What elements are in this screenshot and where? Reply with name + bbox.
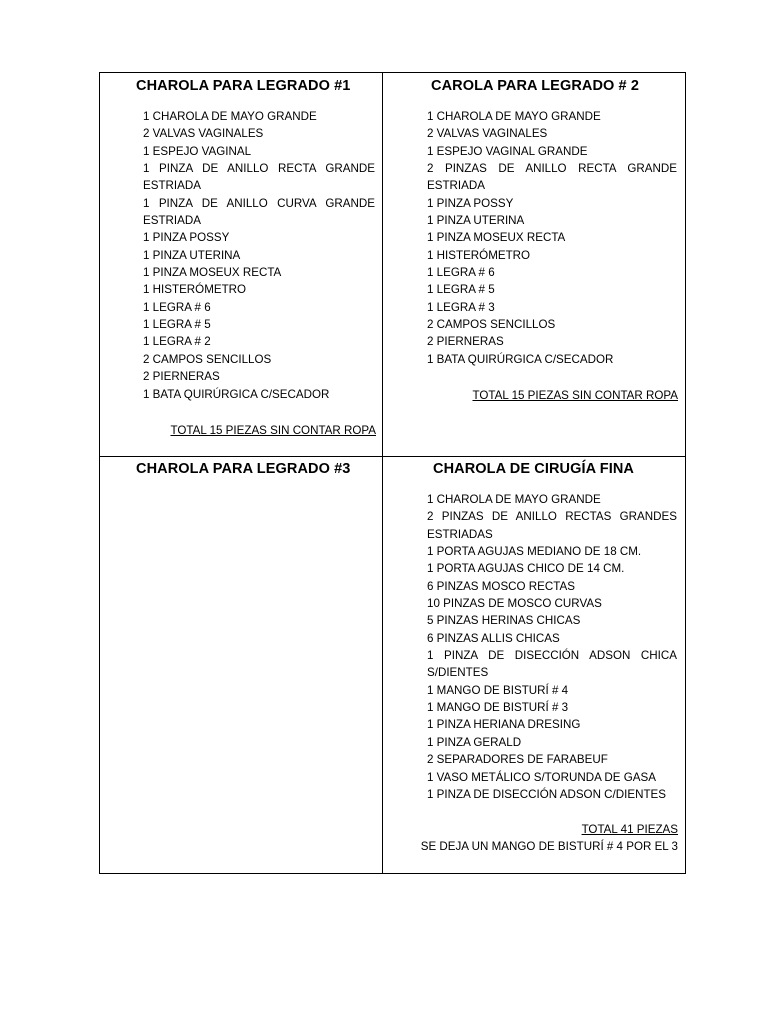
list-item: 1 PINZA MOSEUX RECTA <box>143 266 282 280</box>
list-item: 1 BATA QUIRÚRGICA C/SECADOR <box>427 352 614 366</box>
total-line: TOTAL 15 PIEZAS SIN CONTAR ROPA <box>170 424 376 437</box>
list-item: 1 PINZA UTERINA <box>143 248 241 262</box>
note-line: SE DEJA UN MANGO DE BISTURÍ # 4 POR EL 3 <box>420 840 678 853</box>
list-item: 1 MANGO DE BISTURÍ # 4 <box>427 683 569 697</box>
item-list <box>427 108 677 368</box>
list-item: 2 SEPARADORES DE FARABEUF <box>427 753 608 767</box>
list-item: 2 PIERNERAS <box>143 370 220 384</box>
list-item: 1 VASO METÁLICO S/TORUNDA DE GASA <box>427 770 656 784</box>
list-item: 2 CAMPOS SENCILLOS <box>143 352 272 366</box>
cell-legrado-2 <box>383 73 685 456</box>
list-item: 1 HISTERÓMETRO <box>143 283 247 297</box>
list-item: 1 CHAROLA DE MAYO GRANDE <box>427 110 601 123</box>
list-item: 1 PINZA MOSEUX RECTA <box>427 231 566 245</box>
cell-title: CHAROLA DE CIRUGÍA FINA <box>433 461 634 477</box>
list-item: 1 CHAROLA DE MAYO GRANDE <box>143 110 317 123</box>
list-item: 1 PORTA AGUJAS CHICO DE 14 CM. <box>427 562 625 576</box>
list-item: 1 MANGO DE BISTURÍ # 3 <box>427 701 569 715</box>
list-item: 6 PINZAS MOSCO RECTAS <box>427 579 575 593</box>
list-item: 1 PINZA DE DISECCIÓN ADSON CHICA S/DIENTES <box>427 649 677 680</box>
cell-legrado-1 <box>100 73 382 456</box>
list-item: 1 CHAROLA DE MAYO GRANDE <box>427 493 601 506</box>
list-item: 1 PINZA UTERINA <box>427 214 525 228</box>
list-item: 1 PINZA HERIANA DRESING <box>427 718 581 732</box>
list-item: 1 HISTERÓMETRO <box>427 248 531 262</box>
list-item: 10 PINZAS DE MOSCO CURVAS <box>427 597 602 611</box>
list-item: 1 PINZA DE DISECCIÓN ADSON C/DIENTES <box>427 787 667 801</box>
list-item: 1 LEGRA # 5 <box>427 283 495 297</box>
list-item: 1 LEGRA # 6 <box>143 300 211 314</box>
list-item: 2 VALVAS VAGINALES <box>143 127 264 141</box>
total-line: TOTAL 15 PIEZAS SIN CONTAR ROPA <box>472 389 678 402</box>
list-item: 1 PINZA GERALD <box>427 735 522 749</box>
list-item: 1 PINZA DE ANILLO CURVA GRANDE ESTRIADA <box>143 196 375 228</box>
list-item: 1 PINZA POSSY <box>427 196 514 210</box>
cell-cirugia-fina <box>383 457 685 873</box>
total-line: TOTAL 41 PIEZAS <box>581 823 678 836</box>
list-item: 1 LEGRA # 3 <box>427 300 495 314</box>
list-item: 1 ESPEJO VAGINAL <box>143 144 252 158</box>
list-item: 1 LEGRA # 5 <box>143 318 211 332</box>
item-list <box>143 108 375 403</box>
cell-title: CHAROLA PARA LEGRADO #1 <box>136 78 351 94</box>
list-item: 2 VALVAS VAGINALES <box>427 127 548 141</box>
list-item: 6 PINZAS ALLIS CHICAS <box>427 631 560 645</box>
list-item: 2 PINZAS DE ANILLO RECTAS GRANDES ESTRIADAS <box>427 510 677 541</box>
cell-title: CAROLA PARA LEGRADO # 2 <box>431 78 639 94</box>
item-list <box>427 491 677 803</box>
list-item: 1 PINZA POSSY <box>143 231 230 245</box>
cell-legrado-3 <box>100 457 382 873</box>
list-item: 1 LEGRA # 2 <box>143 335 211 349</box>
list-item: 2 PIERNERAS <box>427 335 504 349</box>
list-item: 1 ESPEJO VAGINAL GRANDE <box>427 144 588 158</box>
list-item: 1 PORTA AGUJAS MEDIANO DE 18 CM. <box>427 545 642 559</box>
inventory-table <box>99 72 686 874</box>
list-item: 2 PINZAS DE ANILLO RECTA GRANDE ESTRIADA <box>427 162 677 193</box>
list-item: 1 LEGRA # 6 <box>427 266 495 280</box>
list-item: 1 PINZA DE ANILLO RECTA GRANDE ESTRIADA <box>143 162 375 193</box>
list-item: 1 BATA QUIRÚRGICA C/SECADOR <box>143 387 330 401</box>
list-item: 5 PINZAS HERINAS CHICAS <box>427 614 581 628</box>
list-item: 2 CAMPOS SENCILLOS <box>427 318 556 332</box>
cell-title: CHAROLA PARA LEGRADO #3 <box>136 461 351 477</box>
